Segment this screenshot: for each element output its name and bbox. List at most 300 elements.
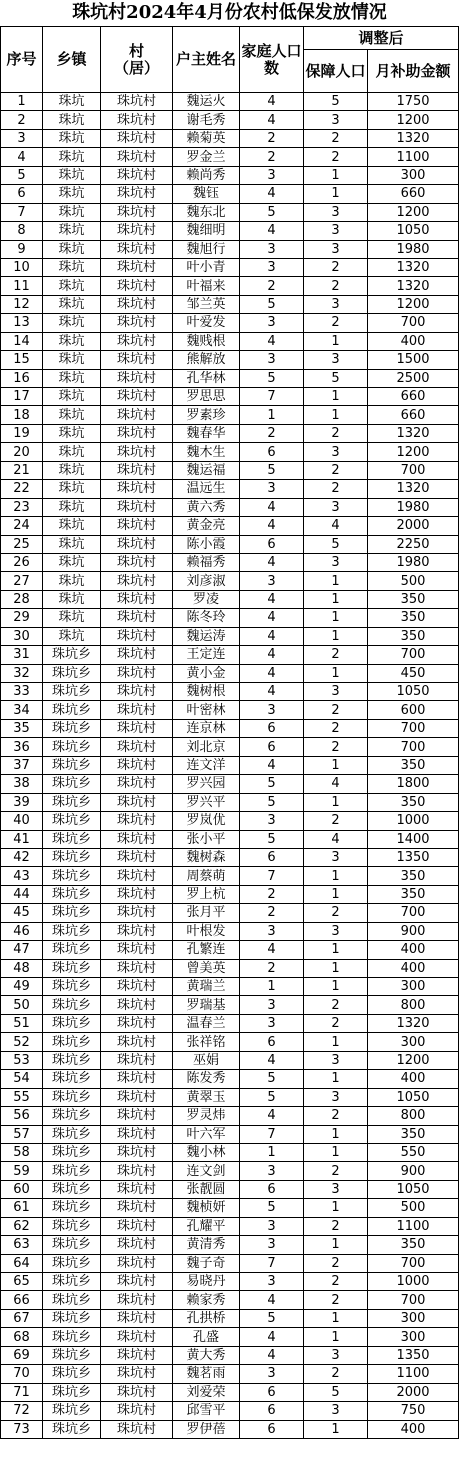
cell-town: 珠坑乡 xyxy=(43,1346,101,1364)
cell-seq: 57 xyxy=(1,1125,43,1143)
cell-household-head: 叶密林 xyxy=(173,701,240,719)
cell-monthly-subsidy: 350 xyxy=(368,609,459,627)
cell-seq: 72 xyxy=(1,1402,43,1420)
cell-village: 珠坑村 xyxy=(101,627,173,645)
table-row xyxy=(1,1236,459,1254)
cell-seq: 44 xyxy=(1,885,43,903)
cell-village: 珠坑村 xyxy=(101,1217,173,1235)
cell-village: 珠坑村 xyxy=(101,664,173,682)
cell-monthly-subsidy: 1200 xyxy=(368,443,459,461)
cell-insured-count: 3 xyxy=(304,683,368,701)
cell-town: 珠坑 xyxy=(43,277,101,295)
cell-town: 珠坑 xyxy=(43,314,101,332)
cell-town: 珠坑乡 xyxy=(43,1309,101,1327)
cell-seq: 38 xyxy=(1,775,43,793)
cell-family-size: 3 xyxy=(240,1014,304,1032)
table-row xyxy=(1,111,459,129)
cell-seq: 3 xyxy=(1,129,43,147)
cell-town: 珠坑乡 xyxy=(43,1070,101,1088)
table-body xyxy=(1,93,459,1439)
cell-insured-count: 3 xyxy=(304,295,368,313)
cell-monthly-subsidy: 1980 xyxy=(368,240,459,258)
cell-monthly-subsidy: 1200 xyxy=(368,203,459,221)
table-row xyxy=(1,148,459,166)
cell-seq: 27 xyxy=(1,572,43,590)
cell-seq: 40 xyxy=(1,812,43,830)
cell-seq: 34 xyxy=(1,701,43,719)
cell-seq: 37 xyxy=(1,756,43,774)
cell-household-head: 连文洋 xyxy=(173,756,240,774)
cell-seq: 71 xyxy=(1,1383,43,1401)
cell-family-size: 4 xyxy=(240,646,304,664)
cell-village: 珠坑村 xyxy=(101,1420,173,1438)
table-row xyxy=(1,1217,459,1235)
cell-seq: 67 xyxy=(1,1309,43,1327)
cell-insured-count: 2 xyxy=(304,1254,368,1272)
cell-village: 珠坑村 xyxy=(101,1051,173,1069)
cell-insured-count: 1 xyxy=(304,793,368,811)
cell-family-size: 3 xyxy=(240,1236,304,1254)
table-row xyxy=(1,351,459,369)
table-row xyxy=(1,627,459,645)
cell-town: 珠坑乡 xyxy=(43,738,101,756)
cell-monthly-subsidy: 400 xyxy=(368,1070,459,1088)
cell-household-head: 周蔡萌 xyxy=(173,867,240,885)
cell-monthly-subsidy: 1980 xyxy=(368,498,459,516)
table-row xyxy=(1,1309,459,1327)
cell-village: 珠坑村 xyxy=(101,517,173,535)
cell-village: 珠坑村 xyxy=(101,369,173,387)
cell-monthly-subsidy: 1200 xyxy=(368,295,459,313)
cell-household-head: 罗瑞基 xyxy=(173,996,240,1014)
cell-household-head: 张靓圆 xyxy=(173,1180,240,1198)
cell-insured-count: 1 xyxy=(304,1236,368,1254)
cell-seq: 10 xyxy=(1,258,43,276)
cell-town: 珠坑乡 xyxy=(43,1291,101,1309)
cell-household-head: 孔华林 xyxy=(173,369,240,387)
cell-village: 珠坑村 xyxy=(101,129,173,147)
cell-village: 珠坑村 xyxy=(101,480,173,498)
cell-family-size: 5 xyxy=(240,1088,304,1106)
cell-insured-count: 2 xyxy=(304,1162,368,1180)
cell-seq: 24 xyxy=(1,517,43,535)
cell-insured-count: 3 xyxy=(304,498,368,516)
cell-monthly-subsidy: 1320 xyxy=(368,1014,459,1032)
cell-household-head: 罗灵炜 xyxy=(173,1107,240,1125)
cell-seq: 1 xyxy=(1,93,43,111)
cell-seq: 16 xyxy=(1,369,43,387)
cell-seq: 9 xyxy=(1,240,43,258)
cell-household-head: 罗凌 xyxy=(173,590,240,608)
table-row xyxy=(1,1162,459,1180)
cell-insured-count: 2 xyxy=(304,1107,368,1125)
cell-insured-count: 2 xyxy=(304,314,368,332)
cell-village: 珠坑村 xyxy=(101,756,173,774)
cell-town: 珠坑 xyxy=(43,129,101,147)
table-row xyxy=(1,1143,459,1161)
cell-family-size: 5 xyxy=(240,295,304,313)
cell-monthly-subsidy: 1320 xyxy=(368,480,459,498)
cell-family-size: 3 xyxy=(240,1217,304,1235)
cell-family-size: 5 xyxy=(240,775,304,793)
cell-village: 珠坑村 xyxy=(101,867,173,885)
page-title: 珠坑村2024年4月份农村低保发放情况 xyxy=(72,2,387,23)
cell-town: 珠坑乡 xyxy=(43,793,101,811)
cell-household-head: 孔盛 xyxy=(173,1328,240,1346)
cell-seq: 35 xyxy=(1,719,43,737)
table-row xyxy=(1,793,459,811)
cell-seq: 47 xyxy=(1,941,43,959)
table-row xyxy=(1,867,459,885)
table-row xyxy=(1,609,459,627)
cell-insured-count: 3 xyxy=(304,351,368,369)
header-village: 村 （居） xyxy=(101,27,173,93)
cell-household-head: 曾美英 xyxy=(173,959,240,977)
cell-household-head: 陈发秀 xyxy=(173,1070,240,1088)
cell-family-size: 4 xyxy=(240,1328,304,1346)
cell-family-size: 4 xyxy=(240,517,304,535)
table-row xyxy=(1,572,459,590)
table-row xyxy=(1,1180,459,1198)
cell-monthly-subsidy: 2500 xyxy=(368,369,459,387)
cell-household-head: 孔繁连 xyxy=(173,941,240,959)
cell-town: 珠坑乡 xyxy=(43,1125,101,1143)
table-row xyxy=(1,1365,459,1383)
cell-village: 珠坑村 xyxy=(101,1070,173,1088)
cell-family-size: 3 xyxy=(240,314,304,332)
cell-family-size: 2 xyxy=(240,959,304,977)
cell-family-size: 4 xyxy=(240,664,304,682)
cell-family-size: 5 xyxy=(240,1199,304,1217)
cell-household-head: 黄金亮 xyxy=(173,517,240,535)
cell-insured-count: 3 xyxy=(304,553,368,571)
table-row xyxy=(1,1346,459,1364)
table-row xyxy=(1,129,459,147)
cell-seq: 22 xyxy=(1,480,43,498)
cell-town: 珠坑乡 xyxy=(43,1217,101,1235)
cell-seq: 11 xyxy=(1,277,43,295)
cell-monthly-subsidy: 300 xyxy=(368,1328,459,1346)
cell-village: 珠坑村 xyxy=(101,111,173,129)
cell-seq: 2 xyxy=(1,111,43,129)
cell-insured-count: 3 xyxy=(304,1088,368,1106)
cell-monthly-subsidy: 500 xyxy=(368,1199,459,1217)
cell-seq: 39 xyxy=(1,793,43,811)
cell-monthly-subsidy: 700 xyxy=(368,646,459,664)
cell-household-head: 魏旭行 xyxy=(173,240,240,258)
table-row xyxy=(1,1070,459,1088)
table-row xyxy=(1,240,459,258)
cell-insured-count: 1 xyxy=(304,590,368,608)
cell-village: 珠坑村 xyxy=(101,1346,173,1364)
cell-insured-count: 2 xyxy=(304,480,368,498)
cell-seq: 62 xyxy=(1,1217,43,1235)
cell-town: 珠坑乡 xyxy=(43,830,101,848)
cell-seq: 70 xyxy=(1,1365,43,1383)
table-row xyxy=(1,314,459,332)
cell-seq: 66 xyxy=(1,1291,43,1309)
cell-village: 珠坑村 xyxy=(101,1236,173,1254)
cell-village: 珠坑村 xyxy=(101,793,173,811)
cell-family-size: 4 xyxy=(240,185,304,203)
cell-town: 珠坑 xyxy=(43,443,101,461)
cell-insured-count: 2 xyxy=(304,719,368,737)
table-row xyxy=(1,535,459,553)
cell-household-head: 连京林 xyxy=(173,719,240,737)
cell-village: 珠坑村 xyxy=(101,738,173,756)
cell-family-size: 6 xyxy=(240,1383,304,1401)
cell-town: 珠坑 xyxy=(43,572,101,590)
cell-family-size: 4 xyxy=(240,553,304,571)
subsidy-table xyxy=(0,26,459,1439)
cell-monthly-subsidy: 1000 xyxy=(368,812,459,830)
cell-household-head: 赖福秀 xyxy=(173,553,240,571)
cell-household-head: 魏茗雨 xyxy=(173,1365,240,1383)
cell-household-head: 魏桢妍 xyxy=(173,1199,240,1217)
cell-village: 珠坑村 xyxy=(101,572,173,590)
cell-insured-count: 1 xyxy=(304,627,368,645)
cell-monthly-subsidy: 800 xyxy=(368,1107,459,1125)
cell-insured-count: 2 xyxy=(304,996,368,1014)
cell-town: 珠坑乡 xyxy=(43,1107,101,1125)
cell-monthly-subsidy: 900 xyxy=(368,922,459,940)
cell-insured-count: 2 xyxy=(304,812,368,830)
cell-family-size: 4 xyxy=(240,756,304,774)
cell-insured-count: 2 xyxy=(304,738,368,756)
cell-insured-count: 3 xyxy=(304,111,368,129)
cell-insured-count: 1 xyxy=(304,978,368,996)
cell-insured-count: 1 xyxy=(304,959,368,977)
cell-town: 珠坑乡 xyxy=(43,904,101,922)
cell-town: 珠坑乡 xyxy=(43,756,101,774)
cell-insured-count: 1 xyxy=(304,332,368,350)
cell-village: 珠坑村 xyxy=(101,1107,173,1125)
header-seq: 序号 xyxy=(1,27,43,93)
cell-town: 珠坑乡 xyxy=(43,1014,101,1032)
cell-seq: 28 xyxy=(1,590,43,608)
cell-village: 珠坑村 xyxy=(101,553,173,571)
cell-village: 珠坑村 xyxy=(101,904,173,922)
cell-insured-count: 3 xyxy=(304,222,368,240)
cell-household-head: 魏运涛 xyxy=(173,627,240,645)
cell-family-size: 4 xyxy=(240,1291,304,1309)
cell-family-size: 4 xyxy=(240,1107,304,1125)
cell-town: 珠坑 xyxy=(43,424,101,442)
cell-monthly-subsidy: 1800 xyxy=(368,775,459,793)
cell-seq: 19 xyxy=(1,424,43,442)
cell-insured-count: 3 xyxy=(304,1402,368,1420)
cell-family-size: 2 xyxy=(240,424,304,442)
cell-town: 珠坑乡 xyxy=(43,1051,101,1069)
cell-town: 珠坑 xyxy=(43,517,101,535)
cell-village: 珠坑村 xyxy=(101,978,173,996)
cell-seq: 29 xyxy=(1,609,43,627)
cell-household-head: 叶六军 xyxy=(173,1125,240,1143)
cell-monthly-subsidy: 1500 xyxy=(368,351,459,369)
cell-monthly-subsidy: 750 xyxy=(368,1402,459,1420)
cell-family-size: 4 xyxy=(240,1051,304,1069)
cell-village: 珠坑村 xyxy=(101,222,173,240)
cell-monthly-subsidy: 660 xyxy=(368,185,459,203)
table-row xyxy=(1,1291,459,1309)
cell-village: 珠坑村 xyxy=(101,314,173,332)
cell-monthly-subsidy: 300 xyxy=(368,166,459,184)
table-row xyxy=(1,1254,459,1272)
cell-monthly-subsidy: 1980 xyxy=(368,553,459,571)
cell-family-size: 5 xyxy=(240,1309,304,1327)
cell-household-head: 巫娟 xyxy=(173,1051,240,1069)
cell-insured-count: 2 xyxy=(304,1273,368,1291)
cell-town: 珠坑乡 xyxy=(43,848,101,866)
table-row xyxy=(1,424,459,442)
cell-town: 珠坑 xyxy=(43,240,101,258)
cell-seq: 15 xyxy=(1,351,43,369)
cell-seq: 25 xyxy=(1,535,43,553)
cell-town: 珠坑乡 xyxy=(43,1088,101,1106)
cell-insured-count: 2 xyxy=(304,148,368,166)
cell-monthly-subsidy: 700 xyxy=(368,1291,459,1309)
cell-insured-count: 3 xyxy=(304,848,368,866)
cell-family-size: 6 xyxy=(240,1420,304,1438)
table-row xyxy=(1,812,459,830)
table-row xyxy=(1,1420,459,1438)
table-row xyxy=(1,553,459,571)
cell-insured-count: 3 xyxy=(304,240,368,258)
cell-insured-count: 2 xyxy=(304,904,368,922)
cell-family-size: 4 xyxy=(240,332,304,350)
cell-monthly-subsidy: 700 xyxy=(368,461,459,479)
cell-monthly-subsidy: 500 xyxy=(368,572,459,590)
cell-seq: 4 xyxy=(1,148,43,166)
cell-town: 珠坑乡 xyxy=(43,664,101,682)
cell-family-size: 2 xyxy=(240,277,304,295)
cell-seq: 14 xyxy=(1,332,43,350)
cell-town: 珠坑乡 xyxy=(43,885,101,903)
cell-monthly-subsidy: 800 xyxy=(368,996,459,1014)
cell-town: 珠坑 xyxy=(43,553,101,571)
cell-family-size: 5 xyxy=(240,203,304,221)
table-row xyxy=(1,443,459,461)
cell-household-head: 罗岚优 xyxy=(173,812,240,830)
table-row xyxy=(1,1383,459,1401)
cell-insured-count: 1 xyxy=(304,166,368,184)
table-row xyxy=(1,664,459,682)
table-row xyxy=(1,480,459,498)
table-row xyxy=(1,93,459,111)
cell-village: 珠坑村 xyxy=(101,1088,173,1106)
cell-monthly-subsidy: 1200 xyxy=(368,111,459,129)
table-row xyxy=(1,1033,459,1051)
cell-town: 珠坑 xyxy=(43,111,101,129)
cell-monthly-subsidy: 1350 xyxy=(368,848,459,866)
cell-village: 珠坑村 xyxy=(101,1273,173,1291)
table-row xyxy=(1,922,459,940)
cell-family-size: 4 xyxy=(240,1346,304,1364)
cell-seq: 7 xyxy=(1,203,43,221)
table-row xyxy=(1,1273,459,1291)
cell-insured-count: 3 xyxy=(304,1051,368,1069)
cell-town: 珠坑乡 xyxy=(43,978,101,996)
cell-seq: 41 xyxy=(1,830,43,848)
cell-monthly-subsidy: 1100 xyxy=(368,1365,459,1383)
cell-family-size: 4 xyxy=(240,111,304,129)
table-row xyxy=(1,959,459,977)
cell-town: 珠坑乡 xyxy=(43,719,101,737)
cell-insured-count: 4 xyxy=(304,517,368,535)
cell-village: 珠坑村 xyxy=(101,812,173,830)
cell-household-head: 罗兴园 xyxy=(173,775,240,793)
cell-insured-count: 1 xyxy=(304,756,368,774)
cell-family-size: 3 xyxy=(240,996,304,1014)
cell-village: 珠坑村 xyxy=(101,959,173,977)
cell-town: 珠坑 xyxy=(43,332,101,350)
table-row xyxy=(1,203,459,221)
cell-insured-count: 2 xyxy=(304,1291,368,1309)
cell-village: 珠坑村 xyxy=(101,277,173,295)
cell-monthly-subsidy: 700 xyxy=(368,1254,459,1272)
cell-seq: 13 xyxy=(1,314,43,332)
cell-monthly-subsidy: 1050 xyxy=(368,1088,459,1106)
cell-household-head: 孔拱桥 xyxy=(173,1309,240,1327)
cell-family-size: 2 xyxy=(240,148,304,166)
cell-village: 珠坑村 xyxy=(101,443,173,461)
cell-village: 珠坑村 xyxy=(101,258,173,276)
cell-monthly-subsidy: 2250 xyxy=(368,535,459,553)
cell-insured-count: 3 xyxy=(304,443,368,461)
cell-village: 珠坑村 xyxy=(101,590,173,608)
cell-family-size: 2 xyxy=(240,904,304,922)
cell-family-size: 3 xyxy=(240,1273,304,1291)
cell-insured-count: 5 xyxy=(304,369,368,387)
cell-family-size: 2 xyxy=(240,885,304,903)
cell-insured-count: 2 xyxy=(304,1217,368,1235)
cell-town: 珠坑 xyxy=(43,590,101,608)
cell-family-size: 1 xyxy=(240,406,304,424)
cell-household-head: 叶根发 xyxy=(173,922,240,940)
cell-insured-count: 1 xyxy=(304,185,368,203)
cell-village: 珠坑村 xyxy=(101,1033,173,1051)
cell-family-size: 4 xyxy=(240,609,304,627)
cell-family-size: 3 xyxy=(240,922,304,940)
cell-household-head: 罗素珍 xyxy=(173,406,240,424)
cell-town: 珠坑 xyxy=(43,535,101,553)
cell-seq: 58 xyxy=(1,1143,43,1161)
cell-monthly-subsidy: 660 xyxy=(368,388,459,406)
cell-household-head: 魏子奇 xyxy=(173,1254,240,1272)
cell-household-head: 邹兰英 xyxy=(173,295,240,313)
cell-household-head: 魏木生 xyxy=(173,443,240,461)
cell-town: 珠坑乡 xyxy=(43,922,101,940)
cell-village: 珠坑村 xyxy=(101,996,173,1014)
cell-insured-count: 2 xyxy=(304,461,368,479)
cell-monthly-subsidy: 1350 xyxy=(368,1346,459,1364)
cell-village: 珠坑村 xyxy=(101,1180,173,1198)
cell-seq: 43 xyxy=(1,867,43,885)
cell-insured-count: 2 xyxy=(304,1014,368,1032)
cell-family-size: 3 xyxy=(240,701,304,719)
cell-village: 珠坑村 xyxy=(101,609,173,627)
cell-village: 珠坑村 xyxy=(101,1199,173,1217)
table-row xyxy=(1,185,459,203)
cell-insured-count: 5 xyxy=(304,535,368,553)
cell-seq: 30 xyxy=(1,627,43,645)
cell-village: 珠坑村 xyxy=(101,941,173,959)
cell-insured-count: 2 xyxy=(304,701,368,719)
cell-village: 珠坑村 xyxy=(101,1365,173,1383)
cell-household-head: 罗伊蓓 xyxy=(173,1420,240,1438)
cell-town: 珠坑乡 xyxy=(43,812,101,830)
cell-seq: 31 xyxy=(1,646,43,664)
